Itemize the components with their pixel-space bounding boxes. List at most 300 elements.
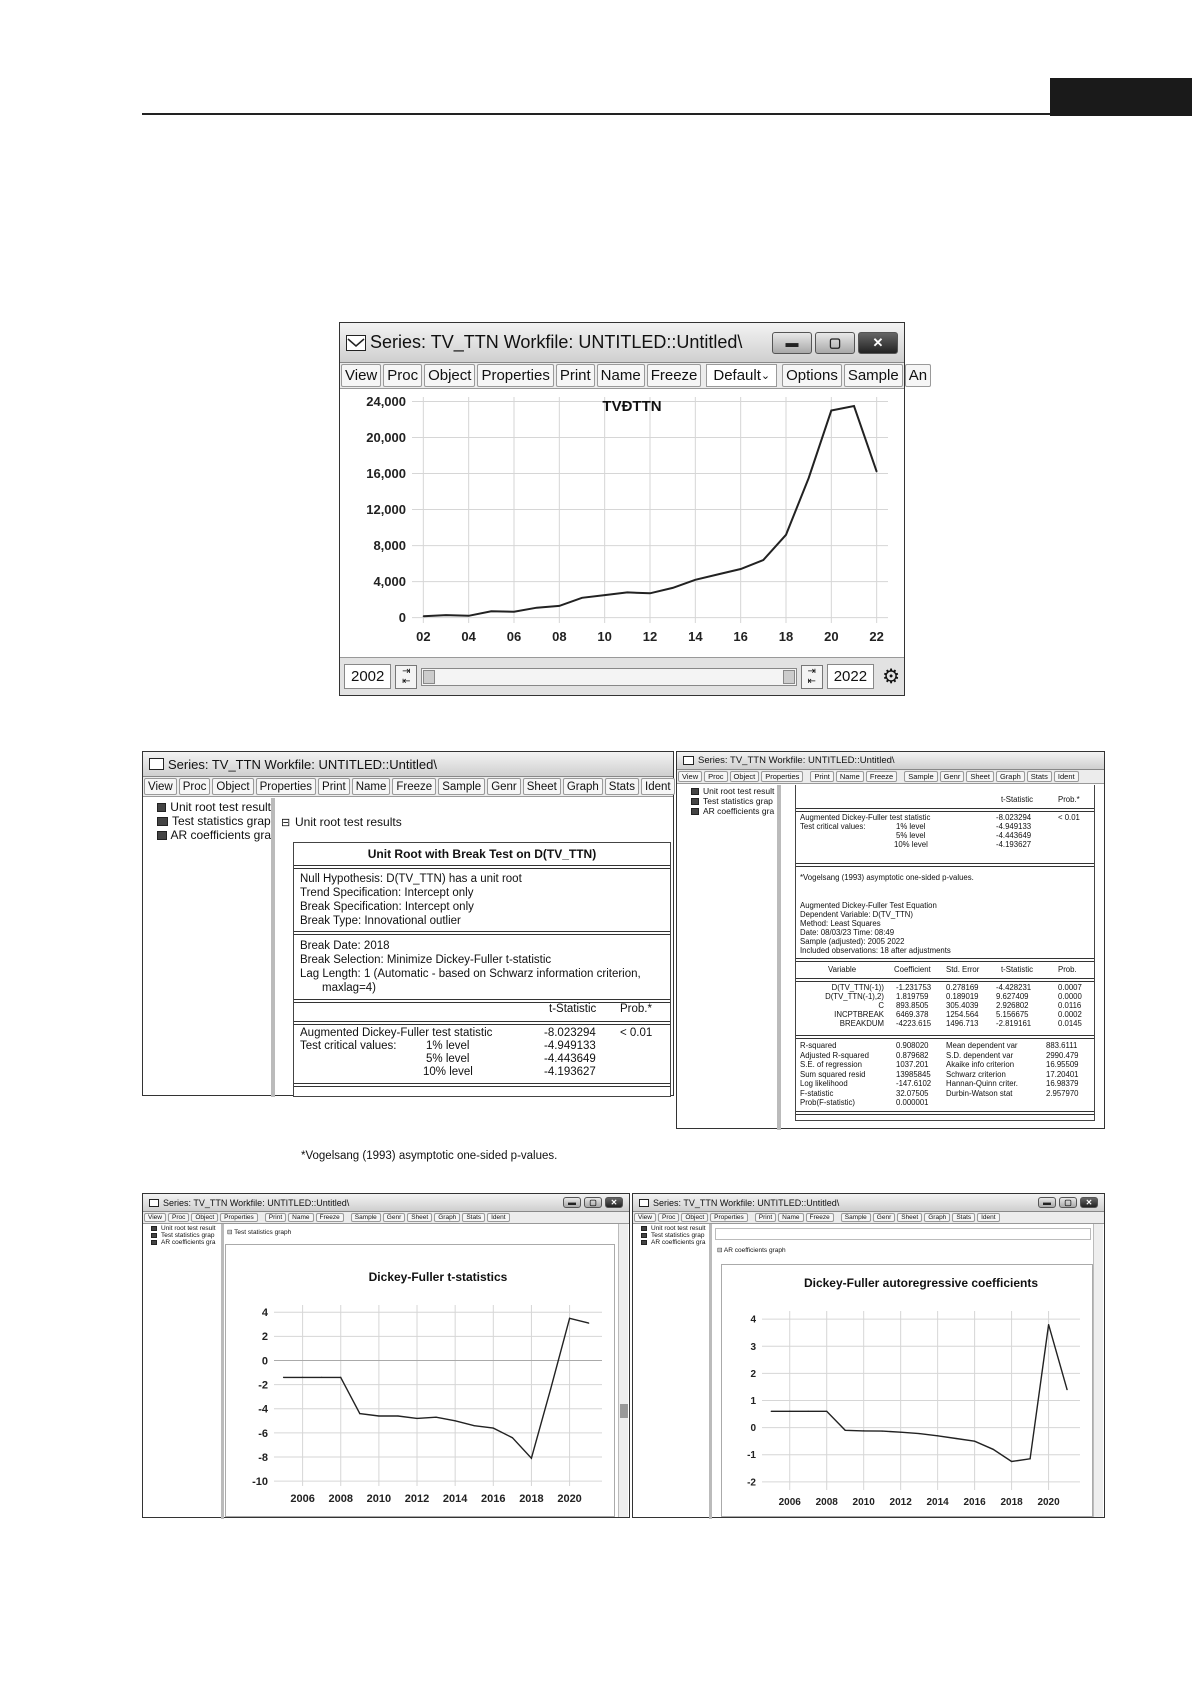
data-point bbox=[831, 410, 832, 411]
y-tick-label: 24,000 bbox=[366, 394, 406, 410]
window-title: Series: TV_TTN Workfile: UNTITLED::Untitled\ bbox=[163, 1197, 350, 1208]
data-point bbox=[559, 605, 560, 606]
crit-label: Test critical values: bbox=[300, 1040, 397, 1052]
data-point bbox=[416, 1418, 417, 1419]
x-tick-label: 2020 bbox=[1037, 1497, 1060, 1508]
toolbar-view-button[interactable]: View bbox=[341, 364, 381, 387]
data-point bbox=[717, 574, 718, 575]
chevron-down-icon: ⌄ bbox=[760, 370, 771, 382]
stat-cell: 1037.201 bbox=[896, 1060, 929, 1069]
x-tick-label: 2018 bbox=[1000, 1497, 1023, 1508]
y-tick-label: 8,000 bbox=[373, 538, 406, 554]
toolbar-freeze-button[interactable]: Freeze bbox=[316, 1213, 344, 1222]
data-point bbox=[512, 1437, 513, 1438]
toolbar-proc-button[interactable]: Proc bbox=[704, 771, 727, 782]
data-point bbox=[468, 615, 469, 616]
data-point bbox=[876, 471, 877, 472]
graph-icon bbox=[691, 808, 699, 815]
maximize-icon[interactable]: ▢ bbox=[1059, 1197, 1077, 1208]
data-point bbox=[763, 559, 764, 560]
data-point bbox=[569, 1318, 570, 1319]
eq-line-1: Augmented Dickey-Fuller Test Equation bbox=[800, 901, 937, 910]
adf-label: Augmented Dickey-Fuller test statistic bbox=[800, 813, 931, 822]
data-point bbox=[513, 611, 514, 612]
eq-line-4: Date: 08/03/23 Time: 08:49 bbox=[800, 928, 895, 937]
stat-cell: -147.6102 bbox=[896, 1079, 932, 1088]
coef-cell: 893.8505 bbox=[896, 1001, 929, 1010]
toolbar-freeze-button[interactable]: Freeze bbox=[647, 364, 702, 387]
graph-icon bbox=[641, 1233, 647, 1238]
section-label bbox=[717, 1246, 786, 1254]
x-tick-label: 2018 bbox=[519, 1493, 544, 1505]
gear-icon[interactable]: ⚙ bbox=[882, 666, 900, 688]
toolbar-properties-button[interactable]: Properties bbox=[761, 771, 803, 782]
tree-item-test-stats[interactable] bbox=[691, 796, 777, 806]
tree-item-unit-root[interactable] bbox=[691, 786, 777, 796]
data-point bbox=[1048, 1324, 1049, 1325]
title-bar[interactable] bbox=[143, 752, 673, 777]
tree-item-unit-root[interactable] bbox=[641, 1225, 709, 1232]
toolbar-view-button[interactable]: View bbox=[144, 1213, 166, 1222]
y-tick-label: 0 bbox=[261, 1355, 268, 1368]
window-toolbar bbox=[677, 770, 1104, 784]
toolbar-name-button[interactable]: Name bbox=[352, 778, 391, 795]
y-tick-label: -2 bbox=[258, 1379, 268, 1392]
coef-cell: 0.278169 bbox=[946, 983, 979, 992]
graph-window-icon bbox=[683, 756, 694, 765]
y-tick-label: 4,000 bbox=[373, 574, 406, 590]
output-tree bbox=[143, 1224, 221, 1517]
sample-scrollbar[interactable] bbox=[421, 668, 796, 686]
chart-title: Dickey-Fuller t-statistics bbox=[368, 1270, 508, 1284]
pane-divider[interactable] bbox=[221, 1224, 224, 1519]
tree-item-label: Unit root test result bbox=[651, 1225, 706, 1232]
coef-cell: D(TV_TTN(-1)) bbox=[831, 983, 884, 992]
x-tick-label: 2010 bbox=[366, 1493, 392, 1505]
graph-icon bbox=[151, 1233, 157, 1238]
title-bar[interactable] bbox=[677, 752, 1104, 770]
output-tree bbox=[143, 798, 271, 1095]
coef-cell: 1254.564 bbox=[946, 1010, 979, 1019]
coef-cell: 0.0002 bbox=[1058, 1010, 1082, 1019]
table-icon bbox=[691, 788, 699, 795]
toolbar-an-button[interactable]: An bbox=[905, 364, 931, 387]
toolbar-freeze-button[interactable]: Freeze bbox=[806, 1213, 834, 1222]
y-tick-label: -6 bbox=[258, 1427, 268, 1440]
break-date-line: Break Date: 2018 bbox=[300, 940, 390, 952]
data-point bbox=[397, 1415, 398, 1416]
window-toolbar bbox=[143, 1212, 629, 1224]
toolbar-object-button[interactable]: Object bbox=[730, 771, 760, 782]
toolbar-object-button[interactable]: Object bbox=[424, 364, 475, 387]
graph-type-select[interactable] bbox=[706, 364, 777, 387]
y-tick-label: 20,000 bbox=[366, 430, 406, 446]
window-title: Series: TV_TTN Workfile: UNTITLED::Untitled\ bbox=[698, 755, 895, 766]
section-label-text: AR coefficients graph bbox=[723, 1247, 786, 1254]
y-tick-label: 2 bbox=[261, 1331, 268, 1344]
coef-cell: 0.189019 bbox=[946, 992, 979, 1001]
pane-divider[interactable] bbox=[709, 1224, 712, 1519]
output-panel bbox=[275, 798, 673, 1162]
collapse-toggle-icon[interactable]: ⊟ bbox=[281, 817, 291, 829]
section-label bbox=[227, 1228, 291, 1236]
y-tick-label: 16,000 bbox=[366, 466, 406, 482]
data-point bbox=[993, 1449, 994, 1450]
data-point bbox=[649, 593, 650, 594]
data-point bbox=[455, 1420, 456, 1421]
crit-level-5: 5% level bbox=[426, 1053, 470, 1065]
data-point bbox=[974, 1441, 975, 1442]
crit-level-1: 1% level bbox=[896, 822, 926, 831]
data-point bbox=[550, 1389, 551, 1390]
data-point bbox=[900, 1432, 901, 1433]
toolbar-print-button[interactable]: Print bbox=[318, 778, 350, 795]
coef-cell: C bbox=[878, 1001, 884, 1010]
window-toolbar bbox=[340, 363, 928, 389]
table-title: Unit Root with Break Test on D(TV_TTN) bbox=[367, 847, 597, 861]
tree-item-label: Unit root test result bbox=[170, 800, 271, 814]
y-tick-label: -1 bbox=[747, 1450, 756, 1462]
data-point bbox=[695, 579, 696, 580]
data-point bbox=[378, 1415, 379, 1416]
tree-item-test-stats[interactable] bbox=[641, 1232, 709, 1239]
close-icon[interactable]: ✕ bbox=[1080, 1197, 1098, 1208]
graph-frame bbox=[721, 1264, 1093, 1517]
title-bar[interactable] bbox=[633, 1194, 1104, 1212]
collapse-toggle-icon[interactable]: ⊟ bbox=[227, 1229, 233, 1236]
scroll-thumb-left[interactable] bbox=[423, 670, 435, 684]
toolbar-sheet-button[interactable]: Sheet bbox=[897, 1213, 922, 1222]
adf-label: Augmented Dickey-Fuller test statistic bbox=[300, 1027, 493, 1039]
graph-icon bbox=[157, 831, 167, 840]
x-tick-label: 2008 bbox=[328, 1493, 353, 1505]
data-point bbox=[588, 1323, 589, 1324]
section-label-text: Test statistics graph bbox=[234, 1229, 292, 1236]
data-point bbox=[474, 1425, 475, 1426]
data-point bbox=[789, 1411, 790, 1412]
y-tick-label: -2 bbox=[747, 1477, 756, 1489]
toolbar-proc-button[interactable]: Proc bbox=[168, 1213, 189, 1222]
toolbar-properties-button[interactable]: Properties bbox=[710, 1213, 748, 1222]
col-header-prob: Prob.* bbox=[1058, 795, 1080, 804]
stat-cell: Hannan-Quinn criter. bbox=[946, 1079, 1018, 1088]
scroll-thumb[interactable] bbox=[620, 1404, 628, 1418]
graph-window-icon bbox=[639, 1199, 649, 1207]
minimize-icon[interactable]: ▬ bbox=[563, 1197, 581, 1208]
stat-cell: S.D. dependent var bbox=[946, 1050, 1014, 1060]
section-label: Unit root test results bbox=[295, 815, 402, 829]
coef-header-coefficient: Coefficient bbox=[894, 965, 931, 974]
x-tick-label: 2016 bbox=[963, 1497, 986, 1508]
stat-cell: 2.957970 bbox=[1046, 1088, 1079, 1098]
data-point bbox=[302, 1377, 303, 1378]
maximize-icon[interactable]: ▢ bbox=[584, 1197, 602, 1208]
close-icon[interactable]: ✕ bbox=[605, 1197, 623, 1208]
pane-divider[interactable] bbox=[777, 785, 781, 1130]
stat-cell: Mean dependent var bbox=[946, 1041, 1018, 1050]
coef-header-stderr: Std. Error bbox=[946, 965, 980, 974]
tree-item-ar-coef[interactable] bbox=[691, 806, 777, 816]
y-tick-label: 4 bbox=[261, 1307, 268, 1320]
data-point bbox=[1011, 1461, 1012, 1462]
stat-cell: Schwarz criterion bbox=[946, 1069, 1006, 1079]
x-tick-label: 2010 bbox=[852, 1497, 875, 1508]
toolbar-sheet-button[interactable]: Sheet bbox=[407, 1213, 432, 1222]
toolbar-genr-button[interactable]: Genr bbox=[873, 1213, 895, 1222]
toolbar-object-button[interactable]: Object bbox=[681, 1213, 708, 1222]
toolbar-view-button[interactable]: View bbox=[678, 771, 702, 782]
toolbar-freeze-button[interactable]: Freeze bbox=[866, 771, 897, 782]
toolbar-properties-button[interactable]: Properties bbox=[477, 364, 553, 387]
title-bar[interactable] bbox=[340, 323, 904, 363]
data-point bbox=[493, 1427, 494, 1428]
data-point bbox=[627, 592, 628, 593]
x-tick-label: 2016 bbox=[481, 1493, 506, 1505]
toolbar-stats-button[interactable]: Stats bbox=[952, 1213, 975, 1222]
stat-cell: 16.98379 bbox=[1046, 1079, 1079, 1088]
series-graph-window bbox=[339, 322, 928, 696]
ar-coef-graph-window bbox=[632, 1193, 1105, 1518]
toolbar-ident-button[interactable]: Ident bbox=[641, 778, 675, 795]
data-point bbox=[340, 1377, 341, 1378]
table-icon bbox=[641, 1226, 647, 1231]
minimize-icon[interactable]: ▬ bbox=[772, 332, 812, 354]
toolbar-proc-button[interactable]: Proc bbox=[179, 778, 211, 795]
toolbar-object-button[interactable]: Object bbox=[191, 1213, 218, 1222]
x-tick-label: 08 bbox=[552, 629, 567, 644]
data-point bbox=[531, 1458, 532, 1459]
toolbar-sheet-button[interactable]: Sheet bbox=[523, 778, 561, 795]
crit-value-10: -4.193627 bbox=[544, 1066, 596, 1078]
toolbar-options-button[interactable]: Options bbox=[782, 364, 842, 387]
coef-cell: 5.156675 bbox=[996, 1010, 1029, 1019]
toolbar-print-button[interactable]: Print bbox=[755, 1213, 776, 1222]
end-year-field[interactable]: 2022 bbox=[827, 664, 874, 689]
col-header-prob: Prob.* bbox=[620, 1003, 652, 1015]
minimize-icon[interactable]: ▬ bbox=[1038, 1197, 1056, 1208]
y-tick-label: 0 bbox=[750, 1423, 756, 1435]
maxlag-line: maxlag=4) bbox=[322, 982, 377, 994]
graph-icon bbox=[157, 817, 168, 826]
data-point bbox=[1029, 1458, 1030, 1459]
vertical-scrollbar[interactable] bbox=[1093, 1224, 1103, 1517]
data-point bbox=[785, 534, 786, 535]
toolbar-print-button[interactable]: Print bbox=[556, 364, 595, 387]
coef-cell: -4.428231 bbox=[996, 983, 1032, 992]
x-tick-label: 18 bbox=[778, 629, 794, 644]
coef-cell: 2.926802 bbox=[996, 1001, 1029, 1010]
scroll-thumb-right[interactable] bbox=[783, 670, 795, 684]
toolbar-proc-button[interactable]: Proc bbox=[658, 1213, 679, 1222]
toolbar-freeze-button[interactable]: Freeze bbox=[392, 778, 436, 795]
stat-cell: Adjusted R-squared bbox=[800, 1050, 869, 1060]
x-tick-label: 2008 bbox=[815, 1497, 838, 1508]
data-point bbox=[435, 1417, 436, 1418]
eq-line-3: Method: Least Squares bbox=[800, 919, 881, 928]
window-toolbar bbox=[143, 777, 673, 797]
toolbar-genr-button[interactable]: Genr bbox=[383, 1213, 405, 1222]
tree-item-unit-root[interactable] bbox=[157, 800, 271, 814]
toolbar-name-button[interactable]: Name bbox=[778, 1213, 803, 1222]
toolbar-sample-button[interactable]: Sample bbox=[904, 771, 937, 782]
maximize-icon[interactable]: ▢ bbox=[815, 332, 855, 354]
data-point bbox=[853, 405, 854, 406]
toolbar-graph-button[interactable]: Graph bbox=[996, 771, 1025, 782]
toolbar-stats-button[interactable]: Stats bbox=[1027, 771, 1052, 782]
toolbar-sample-button[interactable]: Sample bbox=[841, 1213, 871, 1222]
series-line bbox=[771, 1325, 1067, 1462]
coef-header-tstat: t-Statistic bbox=[1001, 965, 1034, 974]
dickey-fuller-ar-chart bbox=[722, 1265, 1092, 1516]
toolbar-genr-button[interactable]: Genr bbox=[487, 778, 521, 795]
data-point bbox=[740, 568, 741, 569]
y-tick-label: -10 bbox=[252, 1476, 268, 1489]
tree-item-ar-coef[interactable] bbox=[641, 1239, 709, 1246]
coef-cell: D(TV_TTN(-1),2) bbox=[825, 992, 884, 1001]
toolbar-name-button[interactable]: Name bbox=[288, 1213, 313, 1222]
coef-cell: 305.4039 bbox=[946, 1001, 979, 1010]
toolbar-ident-button[interactable]: Ident bbox=[977, 1213, 999, 1222]
col-header-tstat: t-Statistic bbox=[549, 1003, 597, 1015]
crit-value-1: -4.949133 bbox=[996, 822, 1032, 831]
series-line bbox=[284, 1318, 589, 1458]
graph-frame bbox=[225, 1244, 615, 1517]
crit-level-10: 10% level bbox=[423, 1066, 473, 1078]
x-tick-label: 12 bbox=[642, 629, 658, 644]
unit-root-window bbox=[142, 751, 674, 1162]
title-bar[interactable] bbox=[143, 1194, 629, 1212]
toolbar-sheet-button[interactable]: Sheet bbox=[966, 771, 994, 782]
shift-arrows-left-icon[interactable]: ⇥ ⇤ bbox=[395, 665, 417, 689]
stat-cell: Akaike info criterion bbox=[946, 1060, 1015, 1069]
coef-cell: 6469.378 bbox=[896, 1010, 929, 1019]
toolbar-properties-button[interactable]: Properties bbox=[256, 778, 316, 795]
x-tick-label: 2014 bbox=[442, 1493, 468, 1505]
data-point bbox=[491, 611, 492, 612]
tree-item-test-stats[interactable] bbox=[157, 814, 271, 828]
x-tick-label: 2006 bbox=[290, 1493, 315, 1505]
y-tick-label: 2 bbox=[750, 1368, 756, 1380]
data-point bbox=[604, 594, 605, 595]
data-point bbox=[882, 1431, 883, 1432]
stat-cell: Sum squared resid bbox=[800, 1069, 866, 1079]
graph-window-icon bbox=[149, 758, 164, 770]
toolbar-proc-button[interactable]: Proc bbox=[383, 364, 422, 387]
coef-header-variable: Variable bbox=[828, 965, 857, 974]
graph-window-icon bbox=[149, 1199, 159, 1207]
unit-root-table bbox=[293, 842, 671, 1097]
collapse-toggle-icon[interactable]: ⊟ bbox=[717, 1247, 723, 1254]
series-plot-area bbox=[340, 389, 904, 657]
toolbar-graph-button[interactable]: Graph bbox=[434, 1213, 460, 1222]
window-title: Series: TV_TTN Workfile: UNTITLED::Untitled\ bbox=[653, 1197, 840, 1208]
coef-cell: 9.627409 bbox=[996, 992, 1029, 1001]
lag-length-line: Lag Length: 1 (Automatic - based on Schwarz information criterion, bbox=[300, 968, 641, 980]
start-year-field[interactable]: 2002 bbox=[344, 664, 391, 689]
crit-level-1: 1% level bbox=[426, 1040, 470, 1052]
x-tick-label: 2020 bbox=[557, 1493, 582, 1505]
graph-type-value: Default bbox=[713, 367, 761, 384]
toolbar-ident-button[interactable]: Ident bbox=[487, 1213, 509, 1222]
stat-cell: 0.000001 bbox=[896, 1098, 929, 1107]
stat-cell: 16.95509 bbox=[1046, 1060, 1079, 1069]
data-point bbox=[283, 1377, 284, 1378]
data-point bbox=[771, 1411, 772, 1412]
adf-value: -8.023294 bbox=[544, 1027, 596, 1039]
table-icon bbox=[157, 803, 166, 812]
stat-cell: 2990.479 bbox=[1046, 1050, 1079, 1060]
output-tree bbox=[633, 1224, 709, 1517]
output-tree bbox=[677, 785, 777, 1128]
coef-cell: 1496.713 bbox=[946, 1019, 979, 1028]
toolbar-print-button[interactable]: Print bbox=[810, 771, 833, 782]
tree-item-label: AR coefficients gra bbox=[161, 1239, 216, 1246]
eq-line-5: Sample (adjusted): 2005 2022 bbox=[800, 937, 905, 946]
stat-cell: Log likelihood bbox=[800, 1079, 848, 1088]
coef-cell: INCPTBREAK bbox=[834, 1010, 884, 1019]
toolbar-graph-button[interactable]: Graph bbox=[924, 1213, 950, 1222]
tree-item-ar-coef[interactable] bbox=[157, 828, 271, 842]
break-spec-line: Break Specification: Intercept only bbox=[300, 901, 474, 913]
stat-cell: Durbin-Watson stat bbox=[946, 1088, 1013, 1098]
toolbar-graph-button[interactable]: Graph bbox=[563, 778, 603, 795]
toolbar-view-button[interactable]: View bbox=[144, 778, 177, 795]
data-point bbox=[919, 1433, 920, 1434]
toolbar-name-button[interactable]: Name bbox=[597, 364, 645, 387]
tree-item-label: Test statistics grap bbox=[703, 796, 773, 806]
toolbar-ident-button[interactable]: Ident bbox=[1054, 771, 1079, 782]
data-point bbox=[1066, 1389, 1067, 1390]
x-tick-label: 2012 bbox=[404, 1493, 430, 1505]
tree-item-ar-coef[interactable] bbox=[151, 1239, 221, 1246]
toolbar-stats-button[interactable]: Stats bbox=[605, 778, 639, 795]
coef-cell: 0.0116 bbox=[1058, 1001, 1082, 1010]
close-icon[interactable]: ✕ bbox=[858, 332, 898, 354]
toolbar-sample-button[interactable]: Sample bbox=[351, 1213, 381, 1222]
y-tick-label: 0 bbox=[398, 610, 406, 626]
stat-cell: R-squared bbox=[800, 1041, 837, 1050]
y-tick-label: 1 bbox=[750, 1396, 756, 1407]
x-tick-label: 16 bbox=[733, 629, 748, 644]
tree-item-test-stats[interactable] bbox=[151, 1232, 221, 1239]
coef-cell: 0.0000 bbox=[1058, 992, 1082, 1001]
toolbar-sample-button[interactable]: Sample bbox=[438, 778, 485, 795]
toolbar-print-button[interactable]: Print bbox=[265, 1213, 286, 1222]
toolbar-stats-button[interactable]: Stats bbox=[462, 1213, 485, 1222]
toolbar-object-button[interactable]: Object bbox=[212, 778, 253, 795]
stat-cell: 0.908020 bbox=[896, 1041, 929, 1050]
adf-prob: < 0.01 bbox=[1058, 813, 1080, 822]
y-tick-label: 12,000 bbox=[366, 502, 406, 518]
stat-cell: 883.6111 bbox=[1046, 1041, 1078, 1050]
toolbar-view-button[interactable]: View bbox=[634, 1213, 656, 1222]
shift-arrows-right-icon[interactable]: ⇥ ⇤ bbox=[801, 665, 823, 689]
toolbar-properties-button[interactable]: Properties bbox=[220, 1213, 258, 1222]
vertical-scrollbar[interactable] bbox=[618, 1224, 628, 1517]
crit-value-1: -4.949133 bbox=[544, 1040, 596, 1052]
data-point bbox=[536, 607, 537, 608]
adf-equation-window bbox=[676, 751, 1105, 1129]
chart-title: Dickey-Fuller autoregressive coefficients bbox=[803, 1276, 1039, 1290]
toolbar-sample-button[interactable]: Sample bbox=[844, 364, 903, 387]
toolbar-name-button[interactable]: Name bbox=[836, 771, 864, 782]
adf-prob: < 0.01 bbox=[620, 1027, 653, 1039]
coef-cell: BREAKDUM bbox=[839, 1019, 884, 1028]
toolbar-genr-button[interactable]: Genr bbox=[940, 771, 965, 782]
coef-cell: -1.231753 bbox=[896, 983, 932, 992]
sample-scroll-row bbox=[340, 657, 904, 695]
tree-item-unit-root[interactable] bbox=[151, 1225, 221, 1232]
